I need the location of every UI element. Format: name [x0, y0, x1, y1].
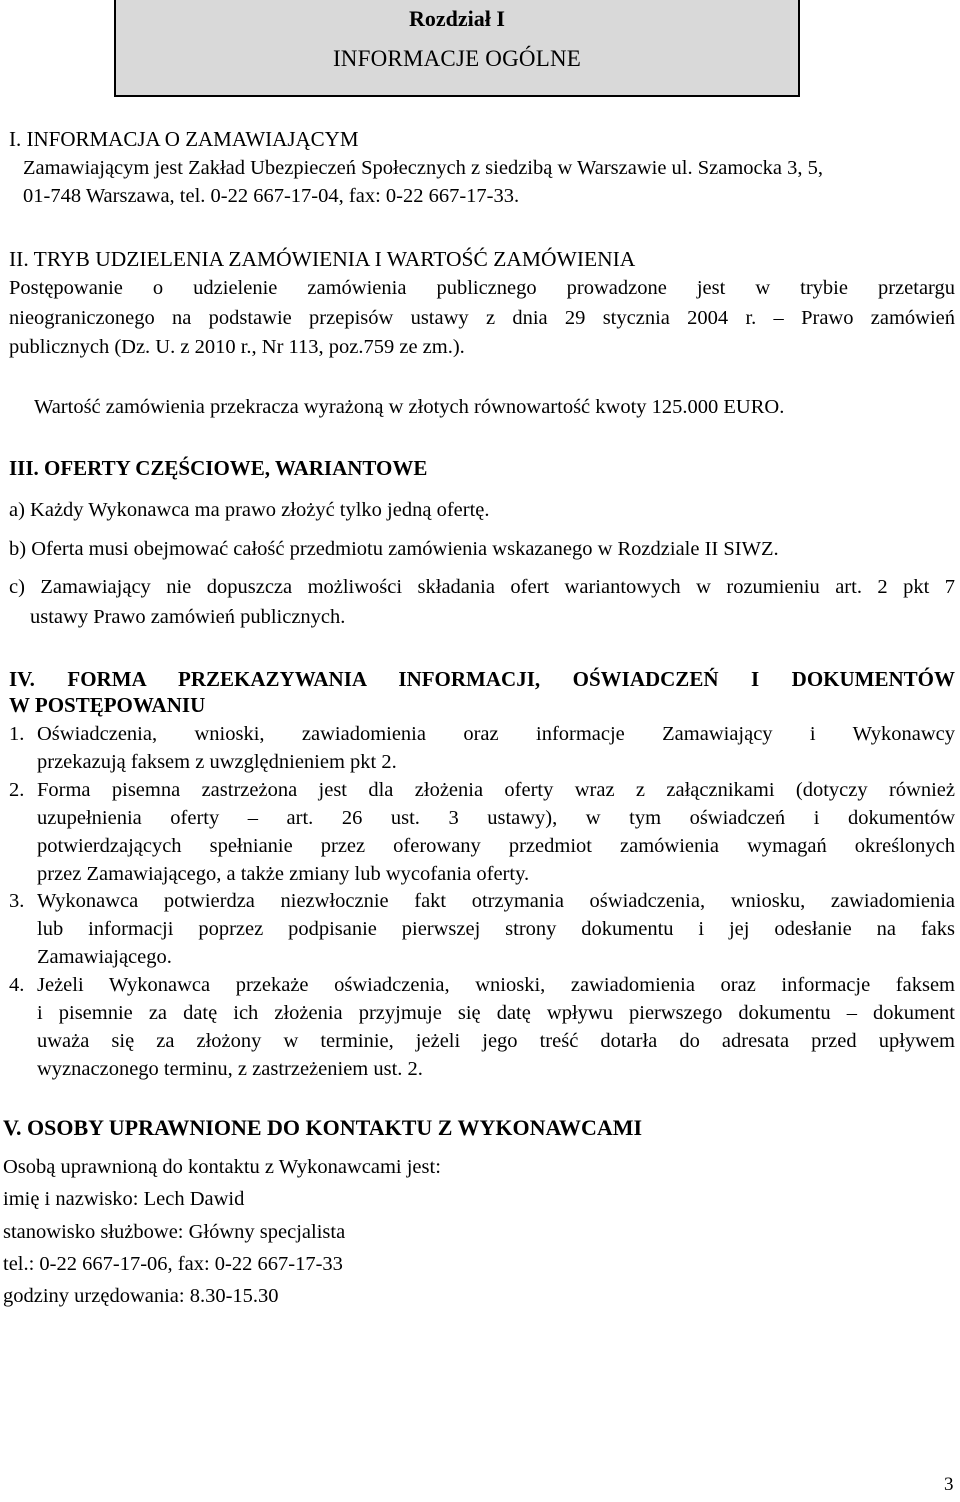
page-number: 3	[944, 1474, 954, 1495]
section-4-point-2-line-4: przez Zamawiającego, a także zmiany lub wycofania oferty.	[37, 863, 530, 885]
section-4-point-2-line-2: uzupełnienia oferty – art. 26 ust. 3 ustawy), w tym oświadczeń i dokumentów	[37, 807, 955, 829]
section-3-item-c-line-2: ustawy Prawo zamówień publicznych.	[30, 606, 346, 628]
section-4-point-3-number: 3.	[9, 890, 25, 912]
contact-position: stanowisko służbowe: Główny specjalista	[3, 1221, 346, 1243]
section-1-line-1: Zamawiającym jest Zakład Ubezpieczeń Społecznych z siedzibą w Warszawie ul. Szamocka 3, 5,	[23, 157, 823, 179]
section-2-heading: II. TRYB UDZIELENIA ZAMÓWIENIA I WARTOŚĆ ZAMÓWIENIA	[9, 247, 636, 271]
section-2-line-3: publicznych (Dz. U. z 2010 r., Nr 113, poz.759 ze zm.).	[9, 336, 465, 358]
section-4-point-3-line-2: lub informacji poprzez podpisanie pierwszej strony dokumentu i jej odesłanie na faks	[37, 918, 955, 940]
section-4-point-2-number: 2.	[9, 779, 25, 801]
section-4-heading-line-2: W POSTĘPOWANIU	[9, 693, 206, 717]
section-4-point-1-line-1: Oświadczenia, wnioski, zawiadomienia oraz informacje Zamawiający i Wykonawcy	[37, 723, 955, 745]
contact-phone-fax: tel.: 0-22 667-17-06, fax: 0-22 667-17-33	[3, 1253, 343, 1275]
chapter-number: Rozdział I	[409, 6, 505, 31]
section-1-line-2: 01-748 Warszawa, tel. 0-22 667-17-04, fax: 0-22 667-17-33.	[23, 185, 520, 207]
section-4-point-1-number: 1.	[9, 723, 25, 745]
section-4-point-4-line-2: i pisemnie za datę ich złożenia przyjmuje się datę wpływu pierwszego dokumentu – dokument	[37, 1002, 955, 1024]
chapter-header-box	[114, 0, 800, 97]
section-4-point-2-line-3: potwierdzających spełnianie przez oferowany przedmiot zamówienia wymagań określonych	[37, 835, 955, 857]
section-4-point-3-line-3: Zamawiającego.	[37, 946, 172, 968]
contact-intro: Osobą uprawnioną do kontaktu z Wykonawcami jest:	[3, 1156, 441, 1178]
section-3-item-b: b) Oferta musi obejmować całość przedmiotu zamówienia wskazanego w Rozdziale II SIWZ.	[9, 538, 779, 560]
section-4-heading-line-1: IV. FORMA PRZEKAZYWANIA INFORMACJI, OŚWIADCZEŃ I DOKUMENTÓW	[9, 667, 955, 691]
section-4-point-4-line-1: Jeżeli Wykonawca przekaże oświadczenia, wnioski, zawiadomienia oraz informacje faksem	[37, 974, 955, 996]
section-2-line-2: nieograniczonego na podstawie przepisów ustawy z dnia 29 stycznia 2004 r. – Prawo zamówień	[9, 307, 955, 329]
section-2-value-statement: Wartość zamówienia przekracza wyrażoną w złotych równowartość kwoty 125.000 EURO.	[34, 396, 785, 418]
section-4-point-2-line-1: Forma pisemna zastrzeżona jest dla złożenia oferty wraz z załącznikami (dotyczy również	[37, 779, 955, 801]
section-2-line-1: Postępowanie o udzielenie zamówienia publicznego prowadzone jest w trybie przetargu	[9, 277, 955, 299]
contact-name: imię i nazwisko: Lech Dawid	[3, 1188, 245, 1210]
contact-office-hours: godziny urzędowania: 8.30-15.30	[3, 1285, 279, 1307]
section-5-heading: V. OSOBY UPRAWNIONE DO KONTAKTU Z WYKONAWCAMI	[3, 1115, 643, 1140]
section-3-heading: III. OFERTY CZĘŚCIOWE, WARIANTOWE	[9, 456, 428, 480]
section-3-item-c-line-1: c) Zamawiający nie dopuszcza możliwości składania ofert wariantowych w rozumieniu art. 2 pkt 7	[9, 576, 955, 598]
section-4-point-1-line-2: przekazują faksem z uwzględnieniem pkt 2.	[37, 751, 397, 773]
section-1-heading: I. INFORMACJA O ZAMAWIAJĄCYM	[9, 127, 359, 151]
section-3-item-a: a) Każdy Wykonawca ma prawo złożyć tylko jedną ofertę.	[9, 499, 490, 521]
section-4-point-4-number: 4.	[9, 974, 25, 996]
section-4-point-3-line-1: Wykonawca potwierdza niezwłocznie fakt otrzymania oświadczenia, wniosku, zawiadomienia	[37, 890, 955, 912]
section-4-point-4-line-3: uważa się za złożony w terminie, jeżeli jego treść dotarła do adresata przed upływem	[37, 1030, 955, 1052]
section-4-point-4-line-4: wyznaczonego terminu, z zastrzeżeniem ust. 2.	[37, 1058, 423, 1080]
chapter-title: INFORMACJE OGÓLNE	[332, 46, 582, 71]
